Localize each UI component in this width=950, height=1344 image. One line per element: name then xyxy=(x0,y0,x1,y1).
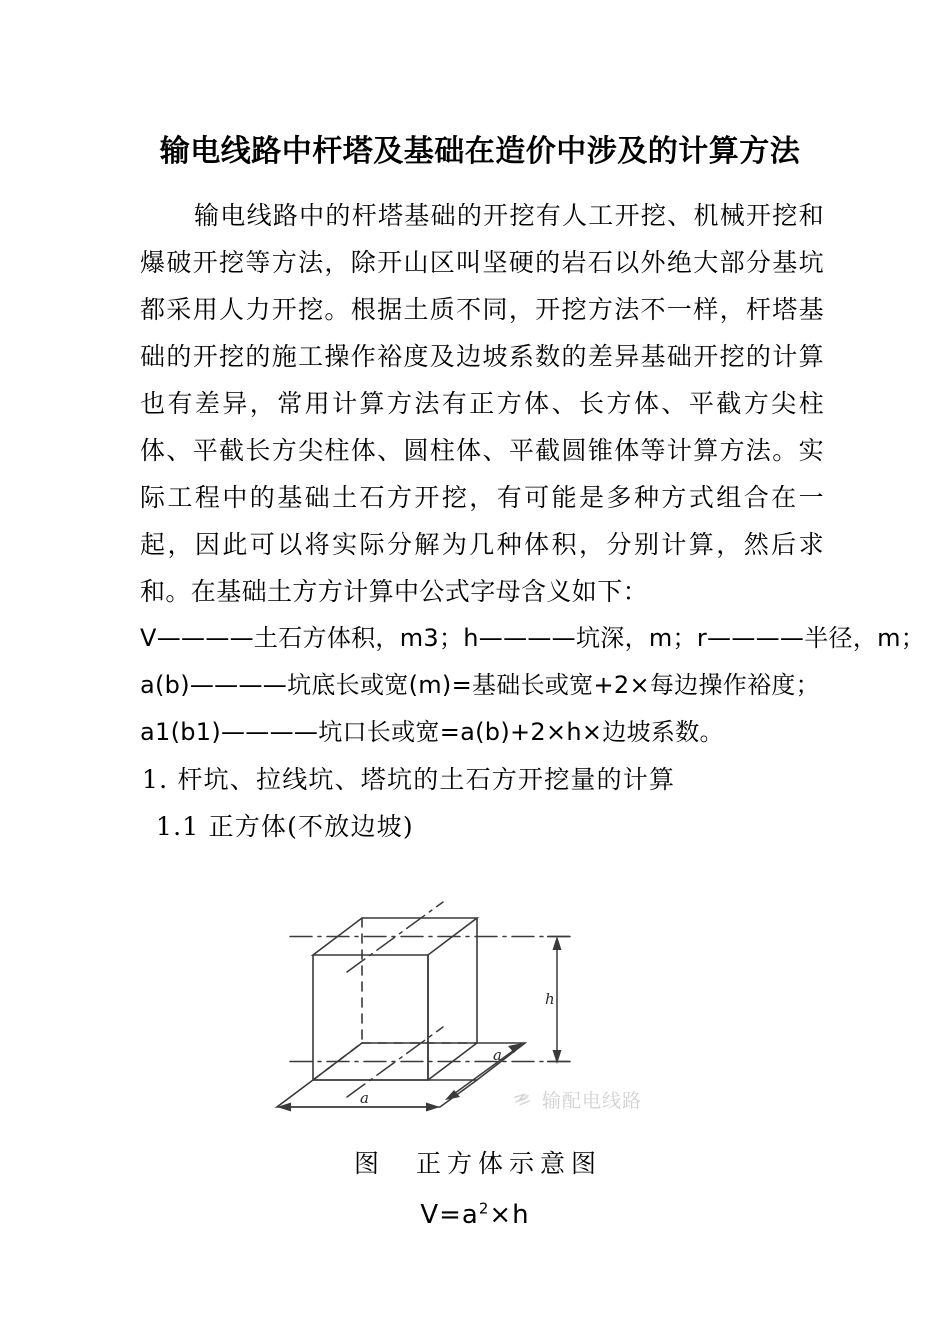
section-heading-1: 1. 杆坑、拉线坑、塔坑的土石方开挖量的计算 xyxy=(142,765,676,794)
figure-formula-suffix: ×h xyxy=(489,1200,530,1230)
figure-formula xyxy=(0,1198,950,1232)
cube-label-depth-right: a xyxy=(493,1046,502,1064)
page-title: 输电线路中杆塔及基础在造价中涉及的计算方法 xyxy=(159,134,801,170)
cube-label-height-right: h xyxy=(545,990,555,1008)
figure-block xyxy=(0,900,950,1232)
figure-formula-prefix: V=a xyxy=(420,1200,479,1230)
brand-logo-icon xyxy=(512,1089,534,1111)
cube-label-width-bottom: a xyxy=(360,1089,369,1107)
document-body xyxy=(140,192,926,850)
body-paragraph: 输电线路中的杆塔基础的开挖有人工开挖、机械开挖和爆破开挖等方法，除开山区叫坚硬的岩石以外绝大部分基坑都采用人力开挖。根据土质不同，开挖方法不一样，杆塔基础的开挖的施工操作裕度及边坡系数的差异基础开挖的计算也有差异，常用计算方法有正方体、长方体、平截方尖柱体、平截长方尖柱体、圆柱体、平截圆锥体等计算方法。实际工程中的基础土石方开挖，有可能是多种方式组合在一起，因此可以将实际分解为几种体积，分别计算，然后求和。在基础土方方计算中公式字母含义如下： xyxy=(140,201,824,606)
watermark xyxy=(512,1086,642,1113)
watermark-text: 输配电线路 xyxy=(542,1090,643,1112)
figure-formula-exponent: 2 xyxy=(478,1199,490,1218)
formula-line-ab: a(b)————坑底长或宽(m)=基础长或宽+2×每边操作裕度； xyxy=(140,671,820,699)
cube-diagram xyxy=(0,900,950,1140)
section-heading-1-1: 1.1 正方体(不放边坡) xyxy=(156,812,414,841)
figure-caption: 图 正方体示意图 xyxy=(353,1149,602,1178)
formula-line-v: V————土石方体积，m3；h————坑深，m；r————半径，m； xyxy=(140,624,926,652)
formula-line-a1b1: a1(b1)————坑口长或宽=a(b)+2×h×边坡系数。 xyxy=(140,718,724,746)
